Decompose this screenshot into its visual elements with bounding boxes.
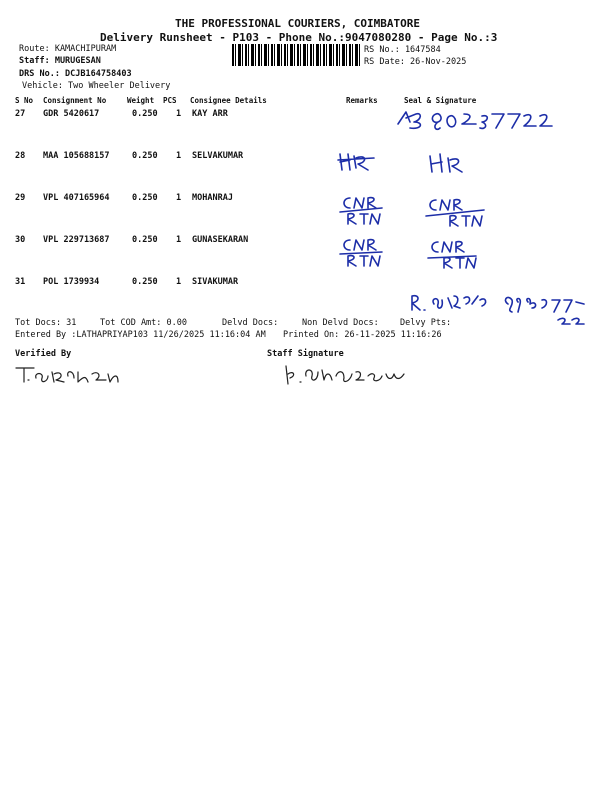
col-header-weight: Weight [127,96,155,105]
col-header-seal-signature: Seal & Signature [404,96,477,105]
row-pcs: 1 [176,109,182,119]
row-consignee: KAY ARR [192,109,228,119]
staff-signature-label: Staff Signature [267,349,344,359]
row28-signature [426,150,470,176]
row30-signature [424,234,484,274]
row-weight: 0.250 [132,277,158,287]
row-weight: 0.250 [132,193,158,203]
vehicle-label: Vehicle: Two Wheeler Delivery [22,81,171,91]
row27-signature [392,104,592,134]
drs-barcode [232,44,360,66]
entered-by: Entered By :LATHAPRIYAP103 11/26/2025 11:16:04 AM [15,330,266,340]
row-sno: 28 [15,151,26,161]
row-sno: 31 [15,277,26,287]
row-pcs: 1 [176,193,182,203]
row28-remark [336,150,380,176]
total-cod-amount: Tot COD Amt: 0.00 [100,318,187,328]
drs-number: DRS No.: DCJB164758403 [19,69,132,79]
row-consignment: VPL 407165964 [43,193,110,203]
row-consignee: SIVAKUMAR [192,277,239,287]
staff-label: Staff: MURUGESAN [19,56,101,66]
col-header-pcs: PCS [163,96,177,105]
col-header-sno: S No [15,96,34,105]
row-consignment: POL 1739934 [43,277,100,287]
row-pcs: 1 [176,151,182,161]
col-header-consignment: Consignment No [43,96,107,105]
row30-remark [338,232,384,270]
row-weight: 0.250 [132,235,158,245]
row-sno: 30 [15,235,26,245]
row-consignment: GDR 5420617 [43,109,100,119]
delivered-docs: Delvd Docs: [222,318,279,328]
row29-remark [338,190,384,228]
row-sno: 29 [15,193,26,203]
verifier-signature [14,362,124,386]
rs-number: RS No.: 1647584 [364,45,441,55]
total-docs: Tot Docs: 31 [15,318,77,328]
printed-on: Printed On: 26-11-2025 11:16:26 [283,330,442,340]
runsheet-subtitle: Delivery Runsheet - P103 - Phone No.:9047080280 - Page No.:3 [100,31,498,44]
col-header-consignee: Consignee Details [190,96,267,105]
row-pcs: 1 [176,235,182,245]
route-label: Route: KAMACHIPURAM [19,44,117,54]
rs-date: RS Date: 26-Nov-2025 [364,57,467,67]
row-weight: 0.250 [132,109,158,119]
verified-by-label: Verified By [15,349,72,359]
row-consignee: SELVAKUMAR [192,151,244,161]
row-pcs: 1 [176,277,182,287]
row-sno: 27 [15,109,26,119]
row-consignment: MAA 105688157 [43,151,110,161]
col-header-remarks: Remarks [346,96,378,105]
row-weight: 0.250 [132,151,158,161]
company-title: THE PROFESSIONAL COURIERS, COIMBATORE [175,17,421,30]
row-consignment: VPL 229713687 [43,235,110,245]
non-delivered-docs: Non Delvd Docs: [302,318,379,328]
row-consignee: GUNASEKARAN [192,235,249,245]
staff-signature [282,362,412,388]
delivery-points: Delvy Pts: [400,318,452,328]
row29-signature [424,192,494,232]
row-consignee: MOHANRAJ [192,193,233,203]
